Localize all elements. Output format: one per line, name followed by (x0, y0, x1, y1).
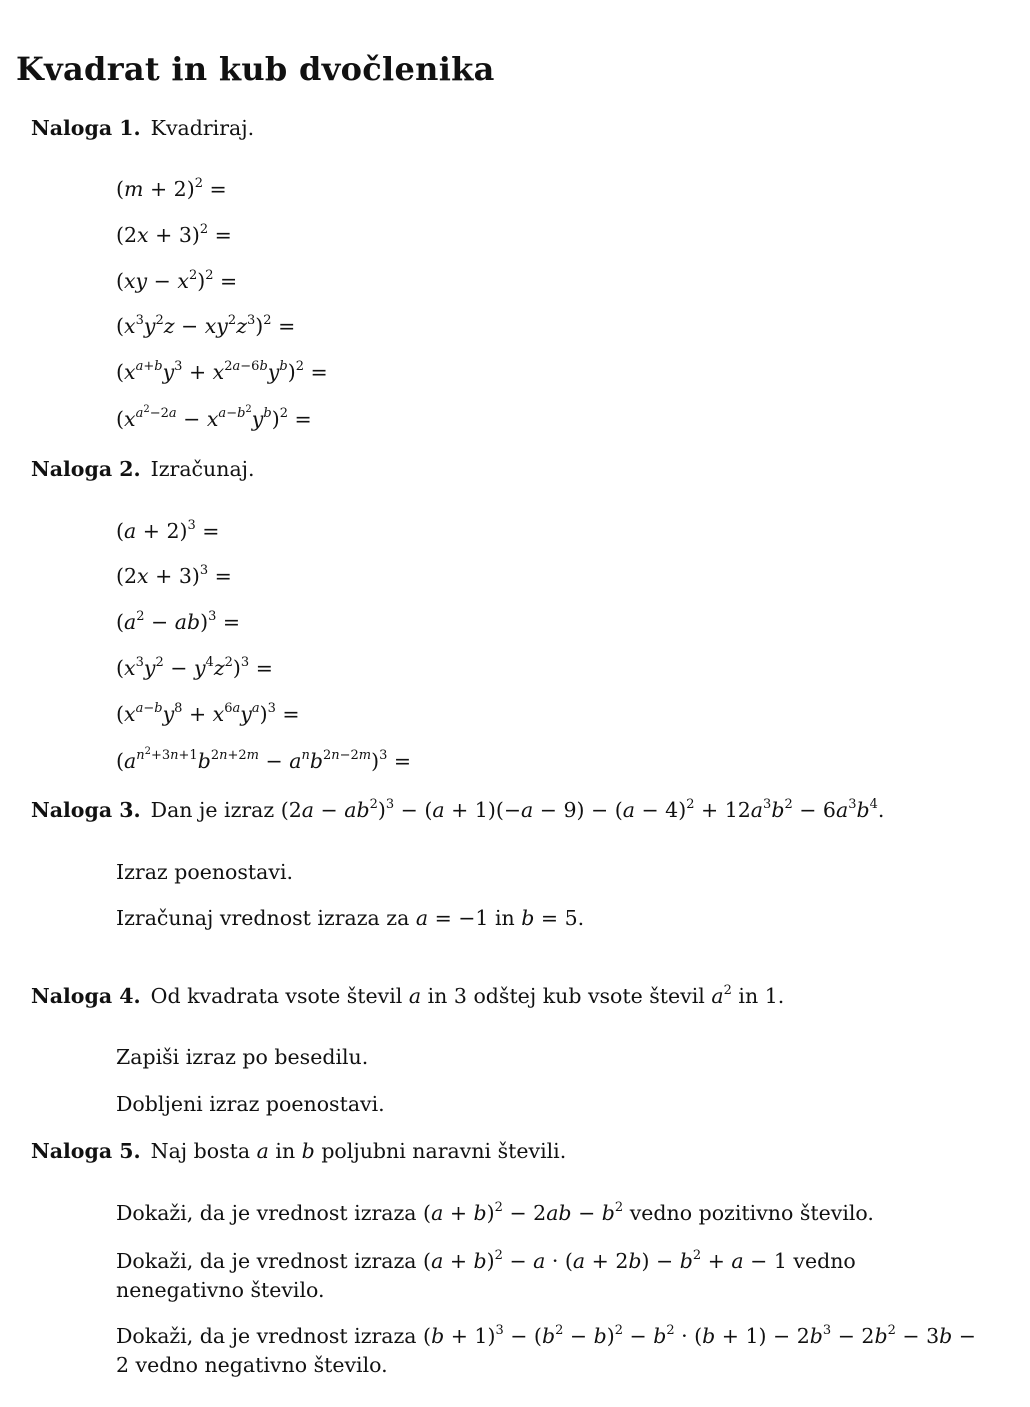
math-expression: $(x^3y^2z - xy^2z^3)^2$ = (116, 313, 296, 338)
math-expression: $(x^{a-b}y^8 + x^{6a}y^a)^3$ = (116, 701, 300, 726)
item-text: Izračunaj vrednost izraza za a = −1 in b = 5. (116, 906, 585, 930)
math-expression: $(a^2 - ab)^3$ = (116, 609, 241, 634)
math-expression: $(x^{a+b}y^3 + x^{2a-6b}y^b)^2$ = (116, 359, 328, 384)
task-label: Naloga 4. (31, 984, 141, 1008)
task-2-heading (31, 457, 255, 481)
math-expression: $(a + 2)^3$ = (116, 518, 220, 543)
item-text: Dokaži, da je vrednost izraza $(b + 1)^3 - (b^2 - b)^2 - b^2 \cdot (b + 1) - 2b^3 - 2b^2 - 3b - 2$ vedno negativno število. (116, 1323, 976, 1377)
math-expression: $(a^{n^2+3n+1}b^{2n+2m} - a^nb^{2n-2m})^3$ = (116, 746, 412, 773)
task-text: Izračunaj. (150, 457, 255, 481)
item-text: Zapiši izraz po besedilu. (116, 1045, 369, 1069)
task-label: Naloga 5. (31, 1139, 141, 1163)
task-text: Kvadriraj. (150, 116, 255, 140)
math-expression: $(xy - x^2)^2$ = (116, 268, 238, 293)
task-label: Naloga 3. (31, 798, 141, 822)
item-text: Izraz poenostavi. (116, 860, 294, 884)
math-expression: $(2x + 3)^3$ = (116, 563, 232, 588)
task-5-heading (31, 1139, 566, 1163)
item-text: Dokaži, da je vrednost izraza $(a + b)^2 - a \cdot (a + 2b) - b^2 + a - 1$ vedno nenegativno število. (116, 1248, 856, 1302)
math-expression: $(x^{a^2-2a} - x^{a-b^2}y^b)^2$ = (116, 404, 312, 431)
page-title: Kvadrat in kub dvočlenika (16, 50, 495, 88)
item-text: Dobljeni izraz poenostavi. (116, 1092, 385, 1116)
task-4-heading (31, 984, 784, 1008)
math-expression: $(m + 2)^2$ = (116, 176, 227, 201)
task-label: Naloga 1. (31, 116, 141, 140)
math-expression: $(x^3y^2 - y^4z^2)^3$ = (116, 655, 273, 680)
item-text: Dokaži, da je vrednost izraza $(a + b)^2 - 2ab - b^2$ vedno pozitivno število. (116, 1200, 874, 1225)
task-label: Naloga 2. (31, 457, 141, 481)
task-text: Dan je izraz $(2a - ab^2)^3 - (a + 1)(-a - 9) - (a - 4)^2 + 12a^3b^2 - 6a^3b^4$. (150, 797, 885, 822)
task-3-heading (31, 798, 884, 822)
task-1-heading (31, 116, 254, 140)
math-expression: $(2x + 3)^2$ = (116, 222, 232, 247)
task-text: Od kvadrata vsote števil a in 3 odštej kub vsote števil $a^2$ in 1. (150, 983, 785, 1008)
task-text: Naj bosta a in b poljubni naravni števili. (150, 1139, 567, 1163)
